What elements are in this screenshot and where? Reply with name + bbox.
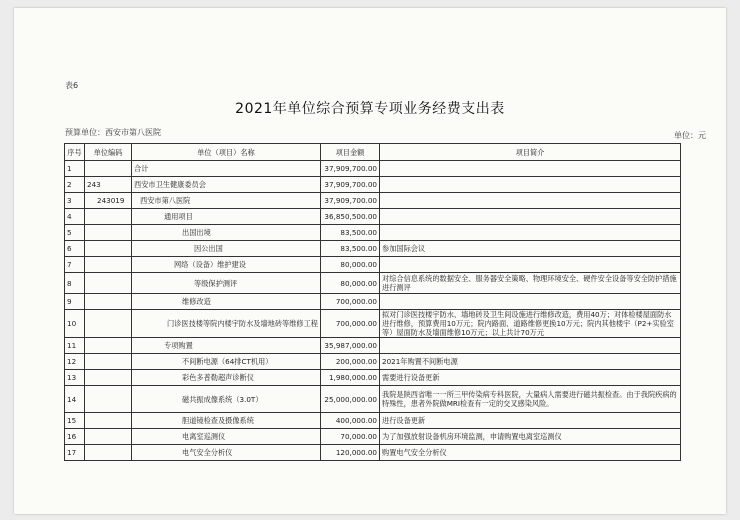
- cell-code: 243: [85, 177, 132, 193]
- table-row: [65, 177, 681, 193]
- cell-no: 4: [65, 209, 85, 225]
- table-row: [65, 429, 681, 445]
- budget-unit-label: 预算单位：西安市第八医院: [65, 128, 161, 137]
- cell-name: 胆道镜检查及摄像系统: [132, 413, 321, 429]
- table-row: [65, 193, 681, 209]
- col-header-no: 序号: [65, 144, 85, 161]
- cell-code: [85, 225, 132, 241]
- cell-amount: 1,980,000.00: [321, 370, 380, 386]
- cell-name: 网络（设备）维护建设: [132, 257, 321, 273]
- cell-name: 磁共振成像系统（3.0T）: [132, 386, 321, 413]
- cell-desc: 购置电气安全分析仪: [380, 445, 681, 461]
- cell-code: [85, 209, 132, 225]
- cell-desc: [380, 161, 681, 177]
- cell-name: 门诊医技楼等院内楼宇防水及墙地砖等维修工程: [132, 310, 321, 338]
- cell-code: [85, 386, 132, 413]
- table-row: [65, 209, 681, 225]
- cell-code: [85, 370, 132, 386]
- cell-name: 等级保护测评: [132, 273, 321, 294]
- cell-desc: [380, 338, 681, 354]
- cell-no: 3: [65, 193, 85, 209]
- table-row: [65, 338, 681, 354]
- cell-name: 维修改造: [132, 294, 321, 310]
- cell-desc: [380, 209, 681, 225]
- cell-desc: 为了加强放射设备机房环境监测，申请购置电离室巡测仪: [380, 429, 681, 445]
- page-title: 2021年单位综合预算专项业务经费支出表: [235, 101, 505, 117]
- cell-code: [85, 354, 132, 370]
- cell-amount: 700,000.00: [321, 294, 380, 310]
- table-row: [65, 294, 681, 310]
- cell-name: 西安市第八医院: [132, 193, 321, 209]
- table-row: [65, 225, 681, 241]
- cell-amount: 37,909,700.00: [321, 193, 380, 209]
- cell-no: 10: [65, 310, 85, 338]
- cell-code: [85, 445, 132, 461]
- cell-desc: 拟对门诊医技楼宇防水、墙地砖及卫生间设施进行维修改造，费用40万；对体检楼屋面防水进行维修，预算费用10万元；院内路面、道路维修更换10万元；院内其他楼宇（P2+实验室等）屋面防水及墙面维修10万元；以上共计70万元: [380, 310, 681, 338]
- cell-name: 不间断电源（64排CT机用）: [132, 354, 321, 370]
- col-header-amount: 项目金额: [321, 144, 380, 161]
- cell-no: 14: [65, 386, 85, 413]
- cell-desc: 对综合信息系统的数据安全、服务器安全策略、物理环境安全、硬件安全设备等安全防护措施进行测评: [380, 273, 681, 294]
- currency-unit-label: 单位：元: [674, 131, 706, 140]
- cell-code: [85, 273, 132, 294]
- cell-amount: 83,500.00: [321, 225, 380, 241]
- cell-amount: 37,909,700.00: [321, 177, 380, 193]
- cell-desc: [380, 257, 681, 273]
- table-row: [65, 413, 681, 429]
- cell-amount: 200,000.00: [321, 354, 380, 370]
- cell-amount: 35,987,000.00: [321, 338, 380, 354]
- cell-desc: 2021年购置不间断电源: [380, 354, 681, 370]
- cell-name: 通用项目: [132, 209, 321, 225]
- cell-desc: [380, 193, 681, 209]
- cell-desc: 参加国际会议: [380, 241, 681, 257]
- table-row: [65, 310, 681, 338]
- table-row: [65, 257, 681, 273]
- table-row: [65, 370, 681, 386]
- cell-no: 6: [65, 241, 85, 257]
- cell-no: 17: [65, 445, 85, 461]
- cell-code: [85, 241, 132, 257]
- cell-code: 243019: [85, 193, 132, 209]
- cell-amount: 80,000.00: [321, 257, 380, 273]
- cell-no: 7: [65, 257, 85, 273]
- cell-no: 16: [65, 429, 85, 445]
- col-header-code: 单位编码: [85, 144, 132, 161]
- cell-no: 11: [65, 338, 85, 354]
- cell-no: 9: [65, 294, 85, 310]
- col-header-name: 单位（项目）名称: [132, 144, 321, 161]
- cell-no: 8: [65, 273, 85, 294]
- cell-no: 15: [65, 413, 85, 429]
- cell-desc: 我院是陕西省唯一一所三甲传染病专科医院，大量病人需要进行磁共振检查。由于我院疾病的特殊性，患者外院做MRI检查有一定的交叉感染风险。: [380, 386, 681, 413]
- cell-code: [85, 413, 132, 429]
- table-row: [65, 161, 681, 177]
- cell-no: 12: [65, 354, 85, 370]
- cell-amount: 400,000.00: [321, 413, 380, 429]
- cell-amount: 120,000.00: [321, 445, 380, 461]
- cell-code: [85, 338, 132, 354]
- cell-code: [85, 294, 132, 310]
- table-number: 表6: [65, 81, 79, 90]
- cell-desc: 进行设备更新: [380, 413, 681, 429]
- cell-desc: [380, 225, 681, 241]
- cell-name: 合计: [132, 161, 321, 177]
- cell-amount: 36,850,500.00: [321, 209, 380, 225]
- cell-no: 2: [65, 177, 85, 193]
- table-row: [65, 273, 681, 294]
- table-header-row: [65, 144, 681, 161]
- cell-name: 因公出国: [132, 241, 321, 257]
- table-row: [65, 386, 681, 413]
- cell-amount: 70,000.00: [321, 429, 380, 445]
- cell-name: 出国出境: [132, 225, 321, 241]
- cell-desc: 需要进行设备更新: [380, 370, 681, 386]
- col-header-desc: 项目简介: [380, 144, 681, 161]
- cell-amount: 700,000.00: [321, 310, 380, 338]
- table-row: [65, 445, 681, 461]
- cell-no: 1: [65, 161, 85, 177]
- cell-name: 电气安全分析仪: [132, 445, 321, 461]
- cell-code: [85, 257, 132, 273]
- cell-code: [85, 429, 132, 445]
- cell-desc: [380, 294, 681, 310]
- cell-amount: 37,909,700.00: [321, 161, 380, 177]
- cell-name: 电离室巡测仪: [132, 429, 321, 445]
- budget-table: [64, 143, 681, 461]
- table-row: [65, 354, 681, 370]
- cell-amount: 25,000,000.00: [321, 386, 380, 413]
- cell-no: 5: [65, 225, 85, 241]
- cell-name: 西安市卫生健康委员会: [132, 177, 321, 193]
- cell-desc: [380, 177, 681, 193]
- cell-code: [85, 310, 132, 338]
- cell-amount: 83,500.00: [321, 241, 380, 257]
- cell-code: [85, 161, 132, 177]
- cell-no: 13: [65, 370, 85, 386]
- cell-name: 专项购置: [132, 338, 321, 354]
- cell-amount: 80,000.00: [321, 273, 380, 294]
- cell-name: 彩色多普勒超声诊断仪: [132, 370, 321, 386]
- table-row: [65, 241, 681, 257]
